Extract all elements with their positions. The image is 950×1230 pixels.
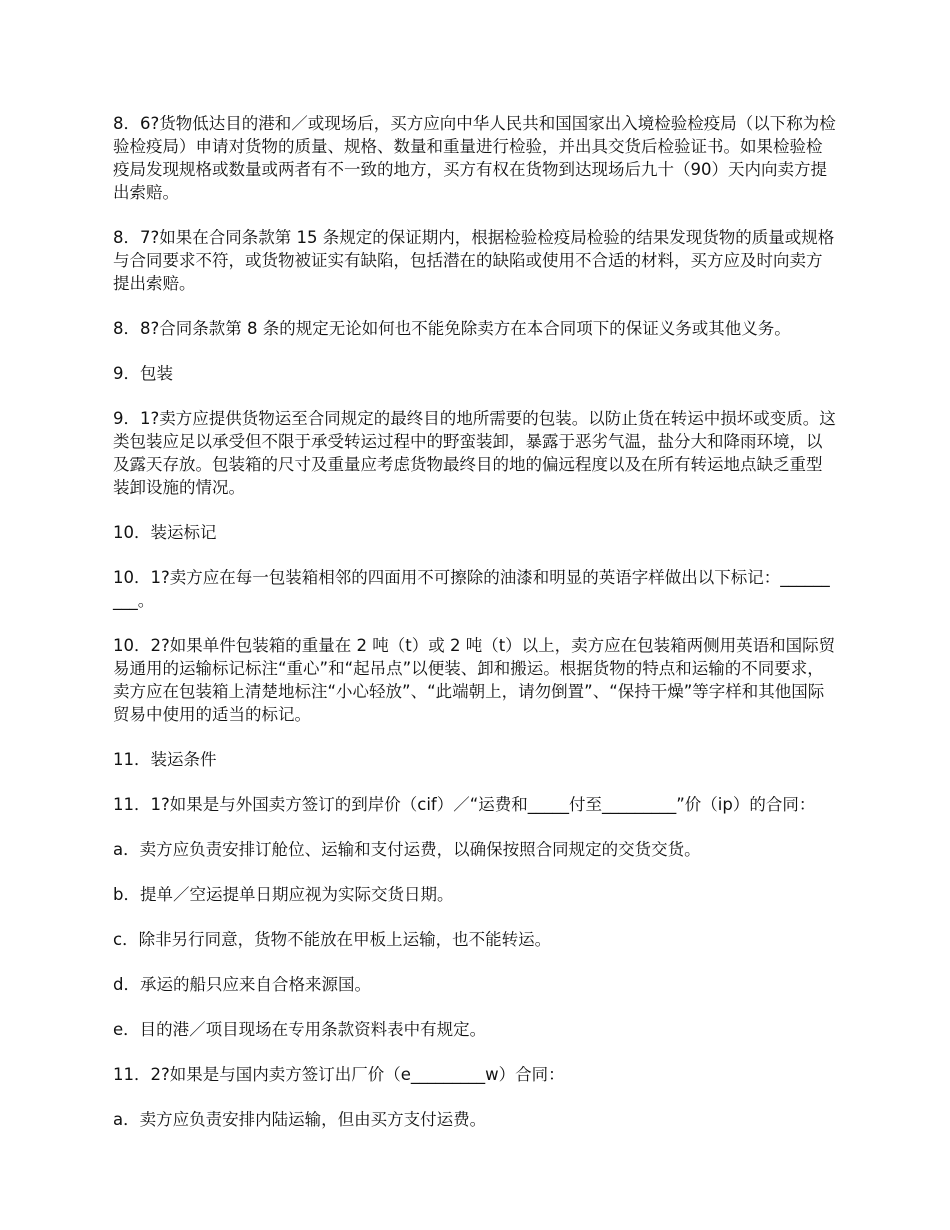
clause-8-8: 8．8?合同条款第 8 条的规定无论如何也不能免除卖方在本合同项下的保证义务或其他义务。 <box>113 319 791 338</box>
clause-9-1: 9．1?卖方应提供货物运至合同规定的最终目的地所需要的包装。以防止货在转运中损坏或变质。这类包装应足以承受但不限于承受转运过程中的野蛮装卸，暴露于恶劣气温，盐分大和降雨环境，以及露天存放。包装箱的尺寸及重量应考虑货物最终目的地的偏远程度以及在所有转运地点缺乏重型装卸设施的情况。 <box>113 409 836 497</box>
section-heading-shipping-terms: 11．装运条件 <box>113 750 217 769</box>
list-item-a: a．卖方应负责安排订舱位、运输和支付运费，以确保按照合同规定的交货交货。 <box>113 840 701 859</box>
clause-10-2: 10．2?如果单件包装箱的重量在 2 吨（t）或 2 吨（t）以上，卖方应在包装箱两侧用英语和国际贸易通用的运输标记标注“重心”和“起吊点”以便装、卸和搬运。根据货物的特点和运输的不同要求，卖方应在包装箱上清楚地标注“小心轻放”、“此端朝上，请勿倒置”、“保持干燥”等字样和其他国际贸易中使用的适当的标记。 <box>113 636 836 724</box>
clause-8-6: 8．6?货物低达目的港和／或现场后，买方应向中华人民共和国国家出入境检验检疫局（以下称为检验检疫局）申请对货物的质量、规格、数量和重量进行检验，并出具交货后检验证书。如果检验检疫局发现规格或数量或两者有不一致的地方，买方有权在货物到达现场后九十（90）天内向卖方提出索赔。 <box>113 114 836 202</box>
section-heading-shipping-marks: 10．装运标记 <box>113 523 217 542</box>
list-item-c: c．除非另行同意，货物不能放在甲板上运输，也不能转运。 <box>113 930 552 949</box>
clause-8-7: 8．7?如果在合同条款第 15 条规定的保证期内，根据检验检疫局检验的结果发现货物的质量或规格与合同要求不符，或货物被证实有缺陷，包括潜在的缺陷或使用不合适的材料，买方应及时向卖方提出索赔。 <box>113 228 835 293</box>
clause-11-1: 11．1?如果是与外国卖方签订的到岸价（cif）／“运费和_____付至_________”价（ip）的合同： <box>113 795 816 814</box>
list-item-b: b．提单／空运提单日期应视为实际交货日期。 <box>113 885 454 904</box>
list-item-e: e．目的港／项目现场在专用条款资料表中有规定。 <box>113 1020 487 1039</box>
clause-11-2: 11．2?如果是与国内卖方签订出厂价（e_________w）合同： <box>113 1065 565 1084</box>
clause-10-1: 10．1?卖方应在每一包装箱相邻的四面用不可擦除的油漆和明显的英语字样做出以下标记：_________。 <box>113 568 830 610</box>
section-heading-packaging: 9．包装 <box>113 364 173 383</box>
list-item-a-2: a．卖方应负责安排内陆运输，但由买方支付运费。 <box>113 1110 487 1129</box>
list-item-d: d．承运的船只应来自合格来源国。 <box>113 975 371 994</box>
